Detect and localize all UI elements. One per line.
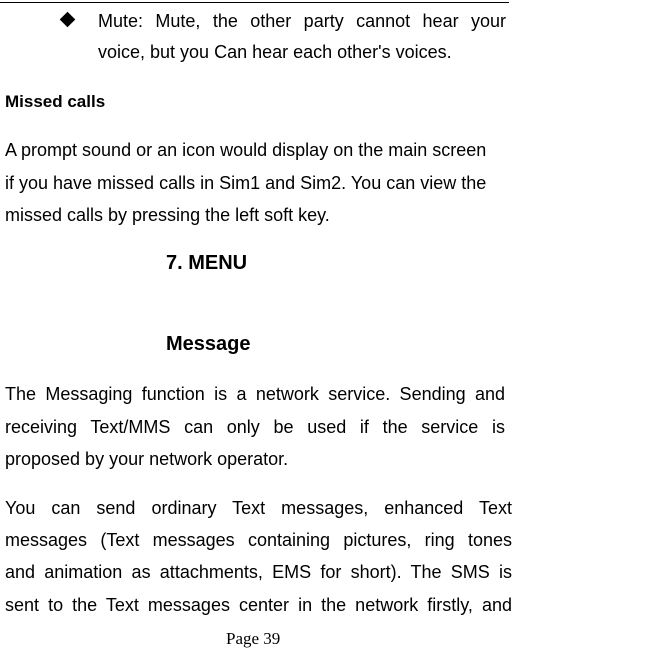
messaging-line-1: The Messaging function is a network service. Sending and (5, 384, 505, 404)
messaging-line-3: proposed by your network operator. (5, 449, 289, 469)
missed-calls-line-2: if you have missed calls in Sim1 and Sim2. You can view the (5, 173, 487, 193)
bullet-text-line-2: voice, but you Can hear each other's voices. (98, 42, 452, 62)
bullet-text-line-1: Mute: Mute, the other party cannot hear your (98, 11, 506, 31)
section-heading-menu: 7. MENU (166, 252, 248, 274)
missed-calls-heading: Missed calls (5, 92, 106, 111)
messaging-line-2: receiving Text/MMS can only be used if the service is (5, 417, 505, 437)
missed-calls-line-3: missed calls by pressing the left soft key. (5, 205, 330, 225)
sms-line-4: sent to the Text messages center in the network firstly, and (5, 595, 512, 615)
sms-line-3: and animation as attachments, EMS for short). The SMS is (5, 562, 512, 582)
sms-line-2: messages (Text messages containing pictures, ring tones (5, 530, 512, 550)
sms-line-1: You can send ordinary Text messages, enhanced Text (5, 498, 512, 518)
section-subheading-message: Message (166, 333, 251, 355)
missed-calls-line-1: A prompt sound or an icon would display on the main screen (5, 140, 487, 160)
page-number: Page 39 (226, 629, 281, 648)
diamond-bullet-icon (60, 12, 76, 28)
top-rule (0, 2, 509, 3)
